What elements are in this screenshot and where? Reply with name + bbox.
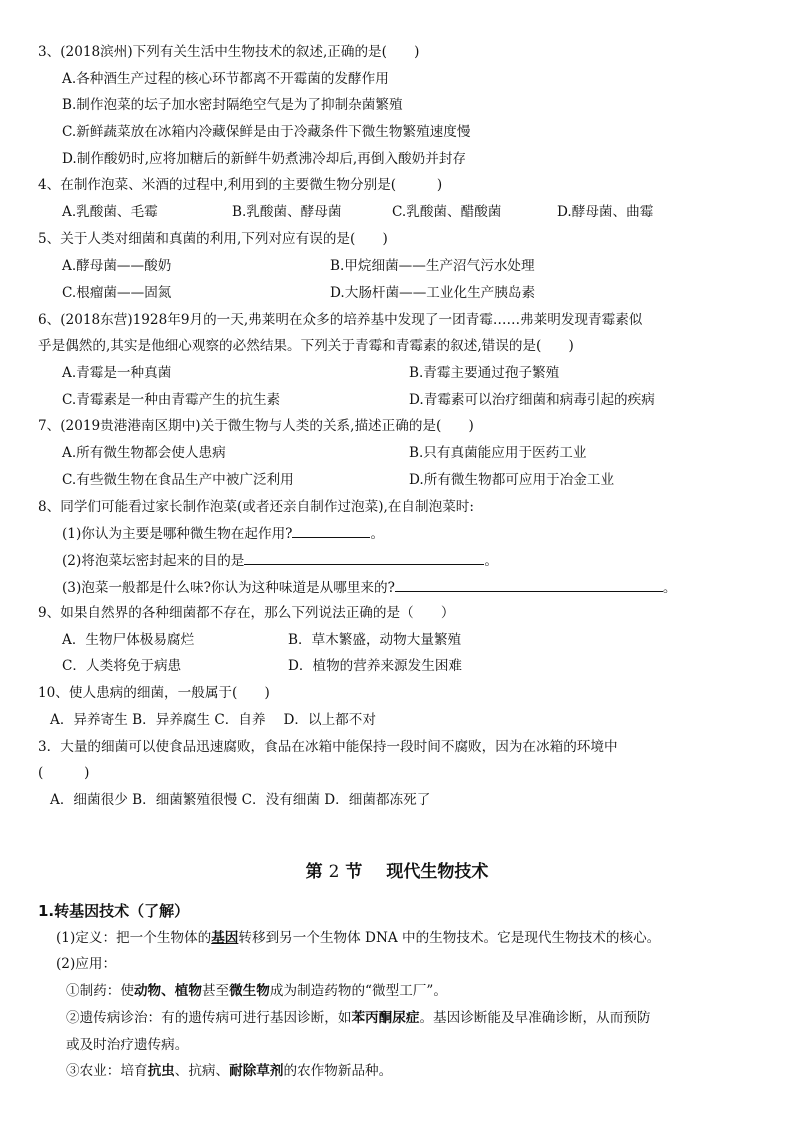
question-3a-option-a: A.各种酒生产过程的核心环节都离不开霉菌的发酵作用: [62, 71, 389, 87]
agriculture-pre: ③农业：培育: [66, 1063, 148, 1079]
section-name: 现代生物技术: [386, 862, 489, 882]
definition-post: 转移到另一个生物体 DNA 中的生物技术。它是现代生物技术的核心。: [238, 930, 661, 946]
question-6-stem-line2: 乎是偶然的,其实是他细心观察的必然结果。下列关于青霉和青霉素的叙述,错误的是( ): [38, 338, 574, 354]
question-3b-stem-line2: ( ): [38, 765, 90, 781]
question-3a-option-c: C.新鲜蔬菜放在冰箱内冷藏保鲜是由于冷藏条件下微生物繁殖速度慢: [62, 124, 471, 140]
diagnosis-key-pku: 苯丙酮尿症: [351, 1010, 420, 1026]
question-3b-stem-line1: 3．大量的细菌可以使食品迅速腐败，食品在冰箱中能保持一段时间不腐败，因为在冰箱的环境中: [38, 739, 618, 755]
question-9-stem: 9、如果自然界的各种细菌都不存在，那么下列说法正确的是（ ）: [38, 605, 455, 621]
question-3b-options: A．细菌很少 B．细菌繁殖很慢 C．没有细菌 D．细菌都冻死了: [50, 792, 431, 808]
question-8-sub-3-text: (3)泡菜一般都是什么味?你认为这种味道是从哪里来的?: [62, 580, 395, 596]
question-3a-stem: 3、(2018滨州)下列有关生活中生物技术的叙述,正确的是( ): [38, 44, 420, 60]
diagnosis-post: 。基因诊断能及早准确诊断，从而预防: [419, 1010, 651, 1026]
question-4-stem: 4、在制作泡菜、米酒的过程中,利用到的主要微生物分别是( ): [38, 177, 443, 193]
application-diagnosis-line1: [66, 1008, 651, 1028]
question-6-stem-line1: 6、(2018东营)1928年9月的一天,弗莱明在众多的培养基中发现了一团青霉……弗莱明发现青霉素似: [38, 312, 643, 328]
question-8-sub-2: [62, 550, 498, 570]
definition-pre: (1)定义：把一个生物体的: [56, 930, 212, 946]
diagnosis-pre: ②遗传病诊治：有的遗传病可进行基因诊断，如: [66, 1010, 352, 1026]
question-9-option-a: A．生物尸体极易腐烂: [62, 632, 195, 648]
medicine-key-microbe: 微生物: [229, 983, 270, 999]
medicine-mid: 甚至: [201, 983, 230, 999]
question-7-option-c: C.有些微生物在食品生产中被广泛利用: [62, 472, 294, 488]
heading-transgenic: 1.转基因技术（了解）: [38, 902, 190, 920]
question-8-sub-3-end: 。: [662, 580, 677, 596]
question-5-option-d: D.大肠杆菌——工业化生产胰岛素: [330, 285, 536, 301]
question-7-option-b: B.只有真菌能应用于医药工业: [409, 445, 587, 461]
question-9-option-b: B．草木繁盛，动物大量繁殖: [288, 632, 462, 648]
medicine-pre: ①制药：使: [66, 983, 134, 999]
medicine-post: 成为制造药物的“微型工厂”。: [269, 983, 447, 999]
question-8-sub-3: [62, 577, 677, 597]
answer-blank-2[interactable]: [244, 550, 484, 565]
question-5-option-a: A.酵母菌——酸奶: [62, 258, 172, 274]
question-4-option-a: A.乳酸菌、毛霉: [62, 204, 158, 220]
application-heading: (2)应用：: [56, 956, 117, 972]
question-4-option-c: C.乳酸菌、醋酸菌: [392, 204, 502, 220]
agriculture-post: 的农作物新品种。: [283, 1063, 393, 1079]
question-6-option-c: C.青霉素是一种由青霉产生的抗生素: [62, 392, 281, 408]
application-medicine: [66, 981, 447, 1001]
agriculture-key-herbicide: 耐除草剂: [229, 1063, 284, 1079]
application-agriculture: [66, 1061, 392, 1081]
application-diagnosis-line2: 或及时治疗遗传病。: [66, 1037, 189, 1053]
question-9-option-d: D．植物的营养来源发生困难: [288, 658, 463, 674]
question-8-stem: 8、同学们可能看过家长制作泡菜(或者还亲自制作过泡菜),在自制泡菜时:: [38, 499, 474, 515]
question-6-option-b: B.青霉主要通过孢子繁殖: [409, 365, 560, 381]
question-5-option-c: C.根瘤菌——固氮: [62, 285, 172, 301]
question-4-option-d: D.酵母菌、曲霉: [557, 204, 654, 220]
question-10-stem: 10、使人患病的细菌，一般属于( ): [38, 685, 270, 701]
medicine-key-animal: 动物: [133, 983, 162, 999]
agriculture-key-insect: 抗虫: [147, 1063, 175, 1079]
question-7-stem: 7、(2019贵港港南区期中)关于微生物与人类的关系,描述正确的是( ): [38, 418, 474, 434]
question-5-option-b: B.甲烷细菌——生产沼气污水处理: [330, 258, 535, 274]
question-7-option-d: D.所有微生物都可应用于冶金工业: [409, 472, 615, 488]
question-4-option-b: B.乳酸菌、酵母菌: [232, 204, 342, 220]
question-7-option-a: A.所有微生物都会使人患病: [62, 445, 226, 461]
question-9-option-c: C．人类将免于病患: [62, 658, 182, 674]
section-title-pre: 第: [305, 862, 323, 882]
question-8-sub-2-text: (2)将泡菜坛密封起来的目的是: [62, 553, 245, 569]
medicine-key-plant: 植物: [174, 983, 202, 999]
question-6-option-d: D.青霉素可以治疗细菌和病毒引起的疾病: [409, 392, 655, 408]
answer-blank-1[interactable]: [292, 523, 370, 538]
section-number: 2: [328, 862, 340, 882]
medicine-sep: 、: [161, 983, 175, 999]
question-8-sub-1-text: (1)你认为主要是哪种微生物在起作用?: [62, 526, 293, 542]
question-3a-option-b: B.制作泡菜的坛子加水密封隔绝空气是为了抑制杂菌繁殖: [62, 97, 403, 113]
question-8-sub-2-end: 。: [484, 553, 498, 569]
question-8-sub-1-end: 。: [370, 526, 385, 542]
question-3a-option-d: D.制作酸奶时,应将加糖后的新鲜牛奶煮沸冷却后,再倒入酸奶并封存: [62, 151, 467, 167]
question-8-sub-1: [62, 523, 384, 543]
question-6-option-a: A.青霉是一种真菌: [62, 365, 172, 381]
question-5-stem: 5、关于人类对细菌和真菌的利用,下列对应有误的是( ): [38, 231, 388, 247]
agriculture-mid: 、抗病、: [174, 1063, 230, 1079]
question-10-options: A．异养寄生 B．异养腐生 C．自养 D．以上都不对: [50, 712, 376, 728]
section-title-post: 节: [345, 862, 363, 882]
definition-line: [56, 928, 660, 948]
answer-blank-3[interactable]: [395, 577, 663, 592]
section-title: [0, 860, 794, 884]
definition-key-gene: 基因: [211, 930, 239, 946]
